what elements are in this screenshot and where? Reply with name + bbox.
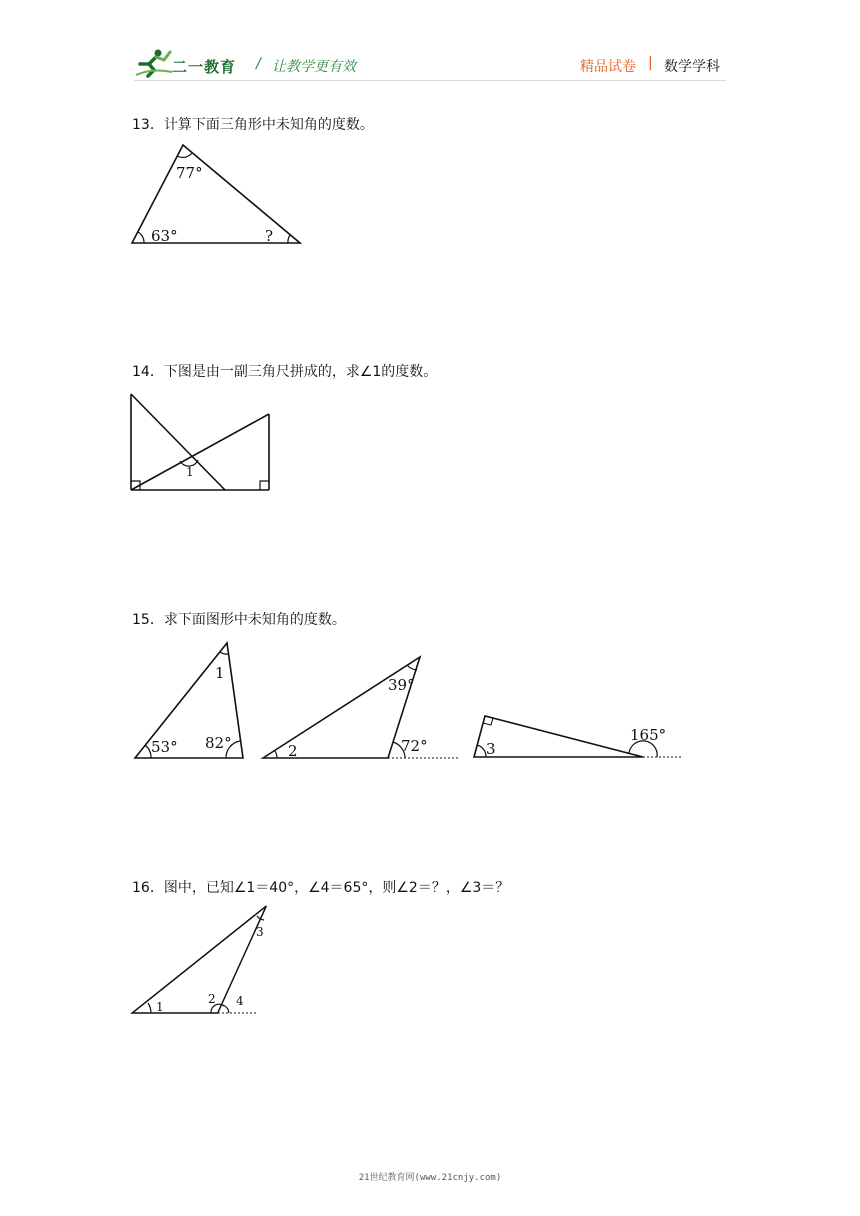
fig-a-angle-53: 53°	[151, 738, 178, 756]
angle-label-unknown: ?	[265, 227, 274, 245]
question-text: 求下面图形中未知角的度数。	[163, 612, 346, 628]
header-separator: /	[256, 56, 261, 72]
fig-b-angle-72: 72°	[401, 737, 428, 755]
fig-b-angle-39: 39°	[388, 676, 415, 694]
fig-b-angle-2: 2	[288, 742, 298, 760]
footer: 21世纪教育网(www.21cnjy.com)	[358, 1173, 502, 1183]
angle-label-top: 77°	[176, 164, 203, 182]
figure-15-triangles	[125, 635, 690, 770]
question-text: 图中，已知∠1＝40°，∠4＝65°，则∠2＝？，∠3＝？	[163, 880, 510, 896]
tag-left: 精品试卷	[580, 59, 636, 75]
angle-label-3: 3	[256, 925, 264, 939]
figure-16-triangle	[125, 900, 270, 1020]
fig-a-angle-1: 1	[215, 664, 225, 682]
fig-c-angle-3: 3	[486, 740, 496, 758]
header	[0, 0, 860, 90]
question-text: 计算下面三角形中未知角的度数。	[163, 117, 374, 133]
angle-label-1: 1	[156, 1000, 164, 1014]
question-number: 13．	[132, 117, 164, 133]
question-number: 14．	[132, 364, 164, 380]
question-number: 16．	[132, 880, 164, 896]
question-14	[132, 361, 437, 381]
brand-name: 二一教育	[172, 58, 237, 76]
angle-label-2: 2	[208, 992, 216, 1006]
tag-divider: |	[648, 55, 653, 71]
header-rule	[134, 80, 726, 81]
slogan: 让教学更有效	[272, 59, 356, 75]
question-text: 下图是由一副三角尺拼成的，求∠1的度数。	[163, 364, 438, 380]
fig-c-angle-165: 165°	[630, 726, 667, 744]
angle-label-1: 1	[186, 465, 194, 479]
figure-13-triangle	[120, 135, 320, 255]
question-15	[132, 609, 346, 629]
angle-label-left: 63°	[151, 227, 178, 245]
figure-14-set-squares	[125, 388, 280, 496]
tag-right: 数学学科	[664, 59, 720, 75]
fig-a-angle-82: 82°	[205, 734, 232, 752]
question-number: 15．	[132, 612, 164, 628]
angle-label-4: 4	[236, 994, 244, 1008]
runner-logo-icon	[134, 48, 174, 78]
question-13	[132, 114, 374, 134]
question-16	[132, 877, 509, 897]
